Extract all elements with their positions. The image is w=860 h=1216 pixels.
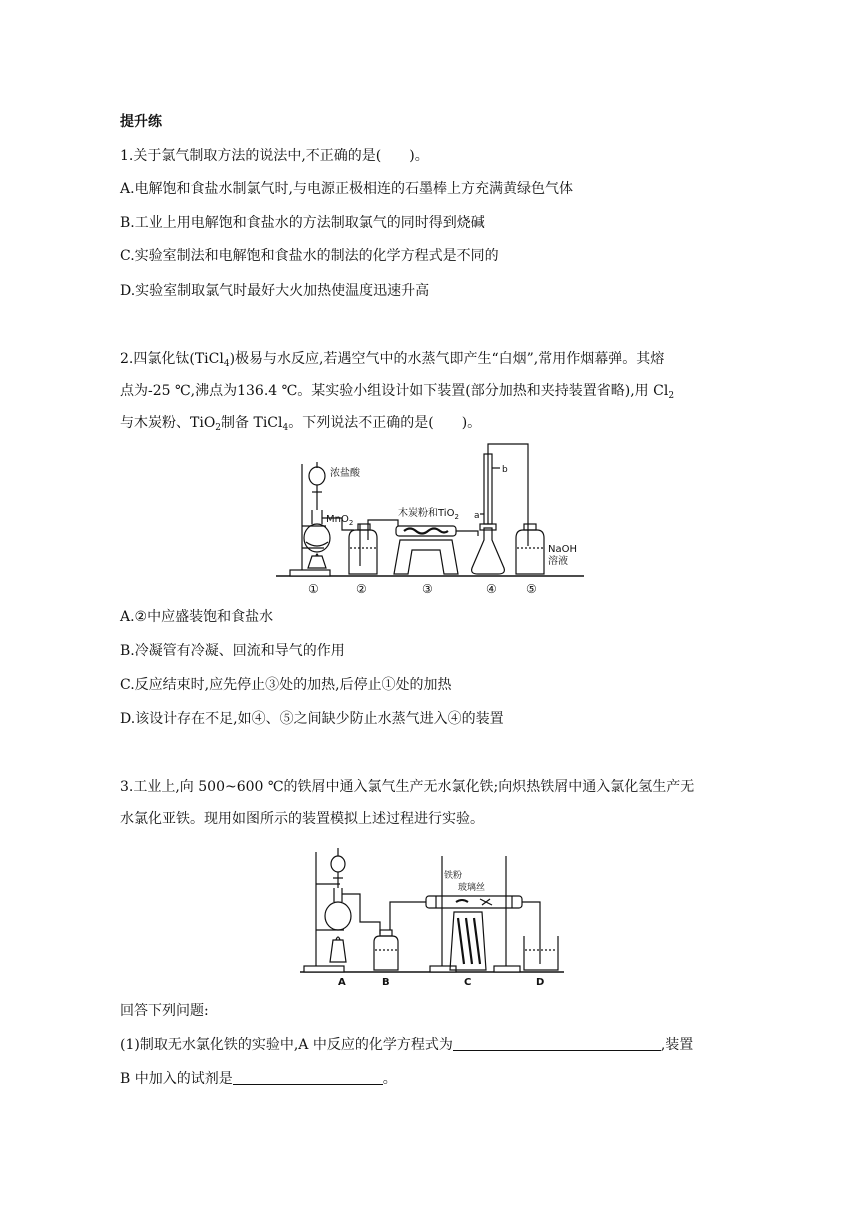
label-naoh: NaOH: [548, 544, 577, 555]
label-iron-powder: 铁粉: [444, 871, 463, 881]
marker-b: B: [382, 977, 390, 988]
q3-stem-line2: 水氯化亚铁。现用如图所示的装置模拟上述过程进行实验。: [120, 811, 484, 827]
label-solution: 溶液: [548, 556, 568, 567]
marker-d: D: [536, 977, 545, 988]
section-title: 提升练: [120, 114, 162, 130]
label-b: b: [502, 465, 508, 475]
marker-3: ③: [422, 582, 433, 596]
q3-sub1-line1: (1)制取无水氯化铁的实验中,A 中反应的化学方程式为 ,装置: [120, 1037, 694, 1053]
q2-stem-line2: 点为-25 ℃,沸点为136.4 ℃。某实验小组设计如下装置(部分加热和夹持装置省略),用 $Cl_2$: [120, 383, 675, 401]
q3-apparatus-figure: [296, 844, 568, 988]
label-glass-wool: 玻璃丝: [458, 883, 486, 893]
answer-blank-equation[interactable]: [453, 1036, 661, 1051]
marker-a: A: [338, 977, 346, 988]
marker-c: C: [464, 977, 472, 988]
q1-option-c: C.实验室制法和电解饱和食盐水的制法的化学方程式是不同的: [120, 248, 499, 264]
q3-stem-line1: 3.工业上,向 500~600 ℃的铁屑中通入氯气生产无水氯化铁;向炽热铁屑中通入氯化氢生产无: [120, 779, 695, 795]
q2-apparatus-figure: [272, 440, 588, 598]
q2-option-d: D.该设计存在不足,如④、⑤之间缺少防止水蒸气进入④的装置: [120, 711, 504, 727]
q2-option-b: B.冷凝管有冷凝、回流和导气的作用: [120, 643, 345, 659]
label-conc-hcl: 浓盐酸: [330, 468, 360, 479]
q1-option-d: D.实验室制取氯气时最好大火加热使温度迅速升高: [120, 283, 430, 299]
q3-answer-prompt: 回答下列问题:: [120, 1003, 209, 1019]
q2-stem-line3: 与木炭粉、TiO$_2$制备 TiCl$_4$。下列说法不正确的是( )。: [120, 415, 482, 433]
marker-1: ①: [308, 582, 319, 596]
q1-option-a: A.电解饱和食盐水制氯气时,与电源正极相连的石墨棒上方充满黄绿色气体: [120, 181, 574, 197]
q1-option-b: B.工业上用电解饱和食盐水的方法制取氯气的同时得到烧碱: [120, 215, 485, 231]
q2-option-c: C.反应结束时,应先停止③处的加热,后停止①处的加热: [120, 677, 452, 693]
label-a: a: [474, 511, 480, 521]
q2-option-a: A.②中应盛装饱和食盐水: [120, 609, 274, 625]
marker-5: ⑤: [526, 582, 537, 596]
q2-stem-line1: 2.四氯化钛(TiCl$_4$)极易与水反应,若遇空气中的水蒸气即产生“白烟”,常用作烟幕弹。其熔: [120, 351, 665, 369]
answer-blank-reagent[interactable]: [233, 1070, 383, 1085]
label-charcoal-tio2: 木炭粉和TiO$_2$: [398, 508, 459, 521]
marker-2: ②: [356, 582, 367, 596]
marker-4: ④: [486, 582, 497, 596]
q3-sub1-line2: B 中加入的试剂是 。: [120, 1071, 397, 1087]
label-mno2: MnO$_2$: [326, 514, 354, 527]
q1-stem: 1.关于氯气制取方法的说法中,不正确的是( )。: [120, 148, 429, 164]
